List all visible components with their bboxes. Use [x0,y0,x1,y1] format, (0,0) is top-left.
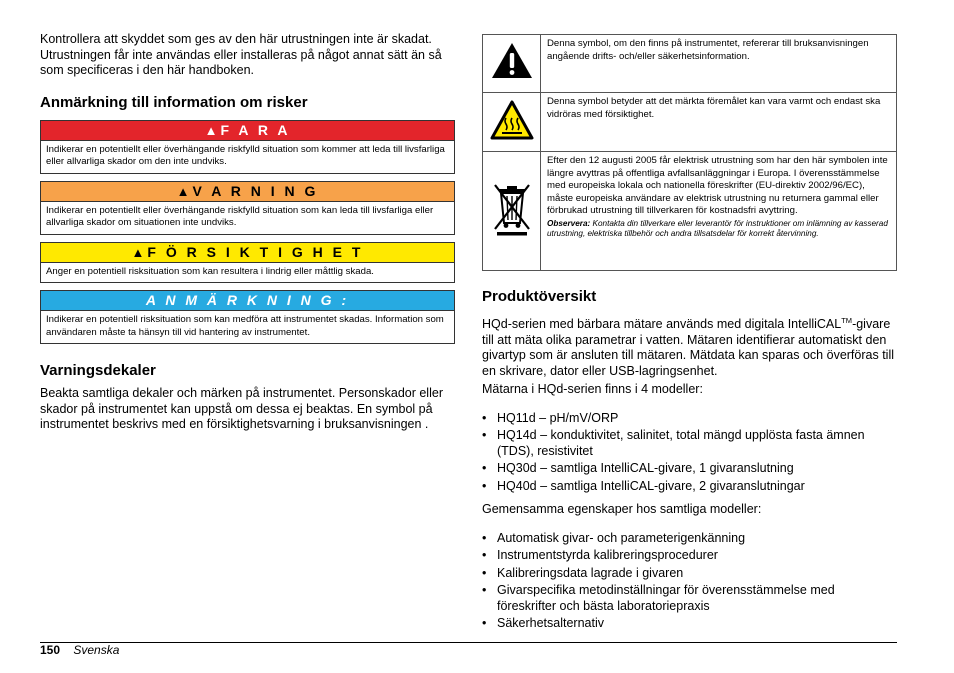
list-item: • Kalibreringsdata lagrade i givaren [482,566,897,582]
hot-surface-icon [489,99,535,141]
models-list [482,411,897,495]
hazard-text: Anger en potentiell risksituation som kan resultera i lindrig eller måttlig skada. [46,265,374,277]
hazard-text: Indikerar en potentiellt eller överhängande riskfylld situation som kommer att leda till livsfarliga eller allvarliga skador om den inte undviks. [46,143,445,167]
list-item: • Givarspecifika metodinställningar för överensstämmelse med föreskrifter och bästa laboratoriepraxis [482,583,897,614]
list-item: • HQ11d – pH/mV/ORP [482,411,897,427]
trademark-superscript: TM [841,316,853,325]
weee-note [547,219,891,240]
symbol-table [482,34,897,271]
hazard-danger [40,120,455,174]
hazard-text: Indikerar en potentiellt eller överhängande riskfylld situation som kan leda till livsfarliga eller allvarliga skador om situationen inte undviks. [46,204,434,228]
hazard-label: F Ö R S I K T I G H E T [147,243,364,260]
list-item: • Automatisk givar- och parameterigenkänning [482,531,897,547]
features-list [482,531,897,632]
note-text: Kontakta din tillverkare eller leverantör för instruktioner om inlämning av kasserad utrustning, elektriska tillbehör och andra tillsatsdelar för korrekt återvinning. [547,218,888,238]
hazard-label: F A R A [220,121,291,138]
risk-heading: Anmärkning till information om risker [40,93,308,111]
hazard-label: A N M Ä R K N I N G : [145,292,350,308]
hazard-warning [40,181,455,235]
page-number: 150 [40,643,61,657]
footer-rule [40,642,897,643]
hazard-caution [40,242,455,284]
note-label: Observera: [547,218,591,228]
list-item: • HQ30d – samtliga IntelliCAL-givare, 1 givaranslutning [482,461,897,477]
labels-heading: Varningsdekaler [40,362,156,379]
symbol-row [483,152,897,271]
list-item: • HQ14d – konduktivitet, salinitet, total mängd upplösta fasta ämnen (TDS), resistivitet [482,428,897,459]
hazard-text: Indikerar en potentiell risksituation som kan medföra att instrumentet skadas. Information som användaren måste ta hänsyn till vid hantering av instrumentet. [46,314,444,338]
labels-paragraph: Beakta samtliga dekaler och märken på instrumentet. Personskador eller skador på instrumentet kan uppstå om dessa ej beaktas. En symbol på instrumentet beskrivs med en försiktighetsvarning i bruksanvisningen . [40,386,443,431]
intro-paragraph: Kontrollera att skyddet som ges av den här utrustningen inte är skadat. Utrustningen får inte användas eller installeras på något annat sätt än så som specificeras i den här handboken. [40,32,442,77]
product-paragraph: HQd-serien med bärbara mätare används med digitala IntelliCAL™-givare till att mäta olika parametrar i vatten. Mätaren identifierar automatiskt den givartyp som är ansluten till mätaren. Mätdata kan sparas och överföras till en skrivare, dator eller USB-lagringsenhet. [482,316,894,378]
warning-triangle-icon: ▲ [176,183,190,199]
warning-triangle-icon [490,41,534,81]
footer [40,643,119,657]
symbol-text-weee [541,152,897,271]
symbol-text: Denna symbol betyder att det märkta föremålet kan vara varmt och endast ska vidröras med försiktighet. [541,93,897,152]
common-intro: Gemensamma egenskaper hos samtliga modeller: [482,502,762,517]
warning-triangle-icon: ▲ [131,244,145,260]
symbol-row [483,93,897,152]
hazard-notice [40,290,455,344]
weee-text: Efter den 12 augusti 2005 får elektrisk utrustning som har den här symbolen inte längre avyttras på offentliga avfallsanläggningar i Europa. I överensstämmelse med europeiska lokala och nationella föreskrifter (EU-direktiv 2002/96/EC), måste europeiska användare av elektrisk utrustning nu returnera gammal eller förbrukad utrustning till tillverkaren för kostnadsfri avyttring. [547,155,888,216]
symbol-row [483,35,897,93]
hazard-label: V A R N I N G [192,182,319,199]
warning-triangle-icon: ▲ [204,122,218,138]
crossed-bin-icon [491,181,533,237]
footer-language: Svenska [73,643,120,657]
list-item: • HQ40d – samtliga IntelliCAL-givare, 2 givaranslutningar [482,479,897,495]
list-item: • Säkerhetsalternativ [482,616,897,632]
symbol-text: Denna symbol, om den finns på instrumentet, refererar till bruksanvisningen angående drifts- och/eller säkerhetsinformation. [541,35,897,93]
left-column [40,32,455,433]
models-intro: Mätarna i HQd-serien finns i 4 modeller: [482,382,703,397]
product-heading: Produktöversikt [482,288,597,305]
right-column [482,34,897,634]
list-item: • Instrumentstyrda kalibreringsprocedurer [482,548,897,564]
